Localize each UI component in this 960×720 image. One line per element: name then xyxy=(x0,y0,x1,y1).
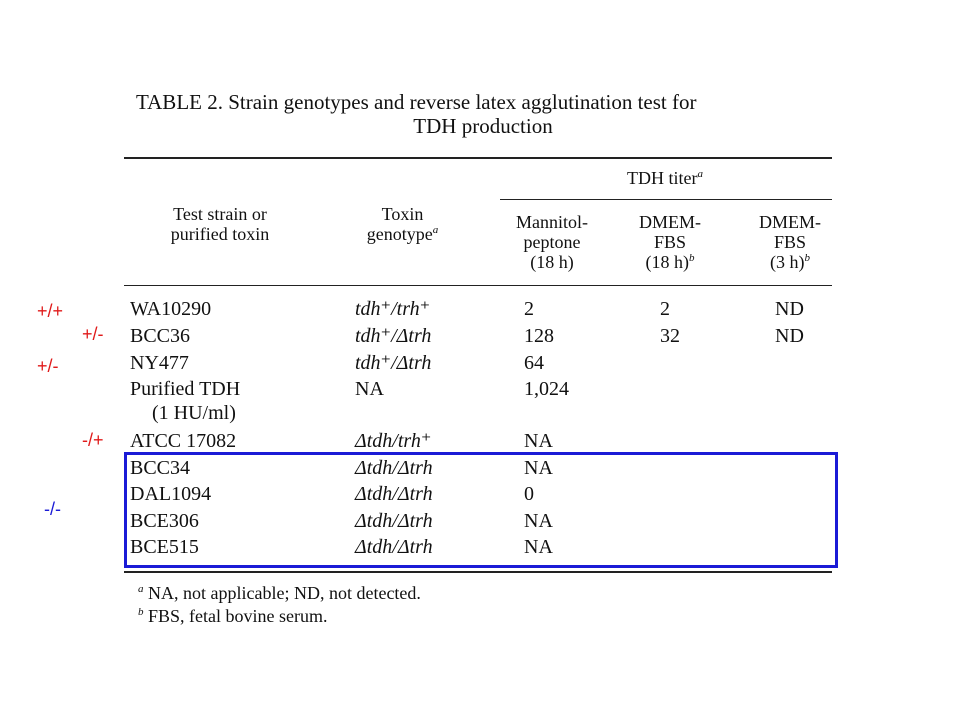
cell-strain: BCC34 xyxy=(130,457,191,479)
cell-mp: NA xyxy=(524,510,553,532)
annotation-bcc36: +/- xyxy=(82,324,104,344)
group-header: TDH titer$^a$ xyxy=(627,168,703,188)
annotation-atcc17082: -/+ xyxy=(82,430,104,450)
cell-mp: 0 xyxy=(524,483,534,505)
col-header-strain: Test strain or purified toxin xyxy=(170,204,270,244)
group-rule xyxy=(500,199,832,200)
bottom-rule xyxy=(124,571,832,573)
table-row xyxy=(0,376,960,402)
table-row xyxy=(0,350,960,376)
cell-strain: (1 HU/ml) xyxy=(152,402,236,424)
col-header-dmem-3h: DMEM- FBS (3 h)$^b$ xyxy=(759,212,821,272)
footnote-b: $^b$ FBS, fetal bovine serum. xyxy=(138,606,328,626)
table-row xyxy=(0,323,960,349)
cell-strain: NY477 xyxy=(130,352,189,374)
table-title-line2: TDH production xyxy=(413,114,553,138)
cell-strain: DAL1094 xyxy=(130,483,212,505)
table-row xyxy=(0,428,960,454)
cell-geno: Δtdh/Δtrh xyxy=(355,536,433,558)
cell-mp: NA xyxy=(524,430,553,452)
cell-mp: 2 xyxy=(524,298,534,320)
annotation-double-deletion: -/- xyxy=(44,499,61,519)
col-header-dmem-18h: DMEM- FBS (18 h)$^b$ xyxy=(639,212,701,272)
cell-strain: BCC36 xyxy=(130,325,191,347)
table-row xyxy=(0,296,960,322)
col-header-genotype: Toxin genotype$^a$ xyxy=(366,204,439,244)
cell-mp: 1,024 xyxy=(524,378,569,400)
cell-strain: ATCC 17082 xyxy=(130,430,237,452)
cell-geno: Δtdh/trh⁺ xyxy=(355,430,432,452)
cell-mp: 64 xyxy=(524,352,544,374)
cell-geno: NA xyxy=(355,378,384,400)
annotation-ny477: +/- xyxy=(37,356,59,376)
header-bottom-rule xyxy=(124,285,832,286)
footnote-a: $^a$ NA, not applicable; ND, not detected. xyxy=(138,583,421,603)
table-row xyxy=(0,400,960,426)
cell-mp: 128 xyxy=(524,325,554,347)
cell-geno: Δtdh/Δtrh xyxy=(355,483,433,505)
table-title-line1: TABLE 2. Strain genotypes and reverse latex agglutination test for xyxy=(136,90,697,114)
cell-strain: WA10290 xyxy=(130,298,212,320)
col-header-mannitol: Mannitol- peptone (18 h) xyxy=(516,212,588,272)
cell-strain: BCE306 xyxy=(130,510,199,532)
cell-geno: Δtdh/Δtrh xyxy=(355,457,433,479)
cell-geno: tdh⁺/Δtrh xyxy=(355,352,432,374)
annotation-wa10290: +/+ xyxy=(37,301,64,321)
cell-d3: ND xyxy=(775,298,804,320)
cell-strain: Purified TDH xyxy=(130,378,241,400)
cell-mp: NA xyxy=(524,536,553,558)
highlight-box xyxy=(124,452,838,568)
cell-strain: BCE515 xyxy=(130,536,199,558)
cell-geno: tdh⁺/Δtrh xyxy=(355,325,432,347)
cell-d18: 2 xyxy=(660,298,670,320)
cell-mp: NA xyxy=(524,457,553,479)
cell-d3: ND xyxy=(775,325,804,347)
top-rule xyxy=(124,157,832,159)
cell-d18: 32 xyxy=(660,325,680,347)
cell-geno: tdh⁺/trh⁺ xyxy=(355,298,431,320)
cell-geno: Δtdh/Δtrh xyxy=(355,510,433,532)
